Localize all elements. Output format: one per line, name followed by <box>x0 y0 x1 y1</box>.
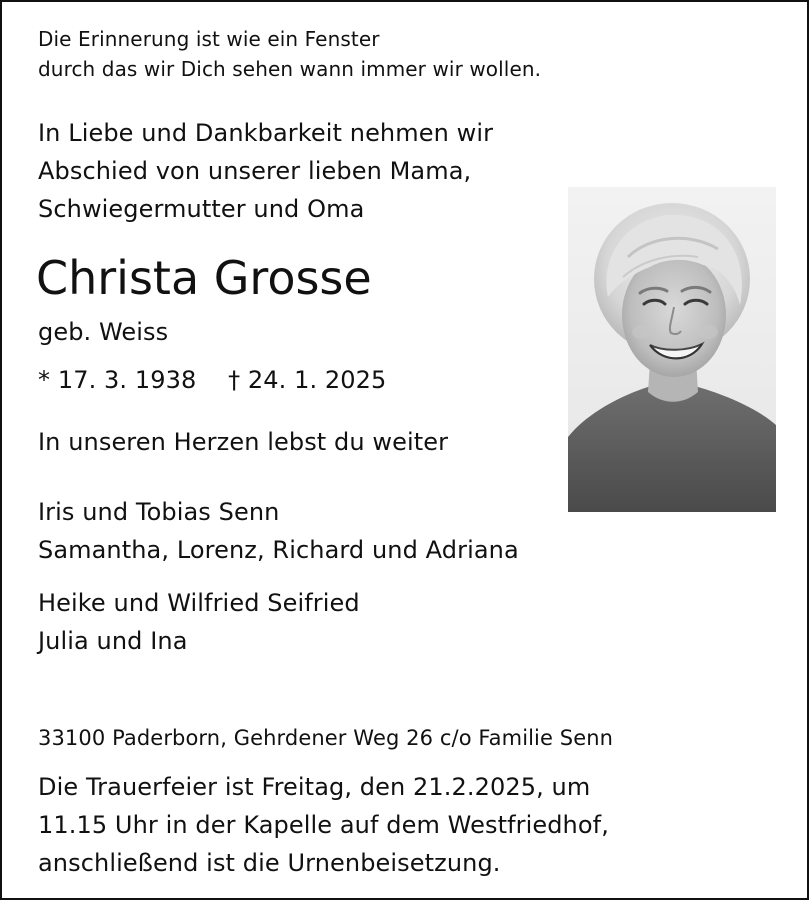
quote-line-2: durch das wir Dich sehen wann immer wir wollen. <box>38 57 542 81</box>
intro-line-1: In Liebe und Dankbarkeit nehmen wir <box>38 119 494 147</box>
mourner-line: Julia und Ina <box>38 627 188 655</box>
intro-line-3: Schwiegermutter und Oma <box>38 195 365 223</box>
mourner-line: Samantha, Lorenz, Richard und Adriana <box>38 536 519 564</box>
maiden-name: geb. Weiss <box>38 318 169 346</box>
deceased-name: Christa Grosse <box>36 251 372 305</box>
mourner-line: Heike und Wilfried Seifried <box>38 589 360 617</box>
mourners-family-1 <box>38 493 519 569</box>
life-dates <box>38 364 386 396</box>
memorial-quote <box>38 24 541 84</box>
memorial-motto: In unseren Herzen lebst du weiter <box>38 428 449 456</box>
mourners-family-2 <box>38 584 360 660</box>
death-date: † 24. 1. 2025 <box>228 366 387 394</box>
mourner-line: Iris und Tobias Senn <box>38 498 280 526</box>
ceremony-line-2: 11.15 Uhr in der Kapelle auf dem Westfriedhof, <box>38 811 609 839</box>
ceremony-line-1: Die Trauerfeier ist Freitag, den 21.2.2025, um <box>38 773 591 801</box>
funeral-details <box>38 768 609 882</box>
birth-date: * 17. 3. 1938 <box>38 366 197 394</box>
portrait-photo <box>568 187 776 512</box>
intro-line-2: Abschied von unserer lieben Mama, <box>38 157 472 185</box>
ceremony-line-3: anschließend ist die Urnenbeisetzung. <box>38 849 501 877</box>
farewell-intro <box>38 114 493 228</box>
family-address: 33100 Paderborn, Gehrdener Weg 26 c/o Familie Senn <box>38 726 614 750</box>
quote-line-1: Die Erinnerung ist wie ein Fenster <box>38 27 380 51</box>
